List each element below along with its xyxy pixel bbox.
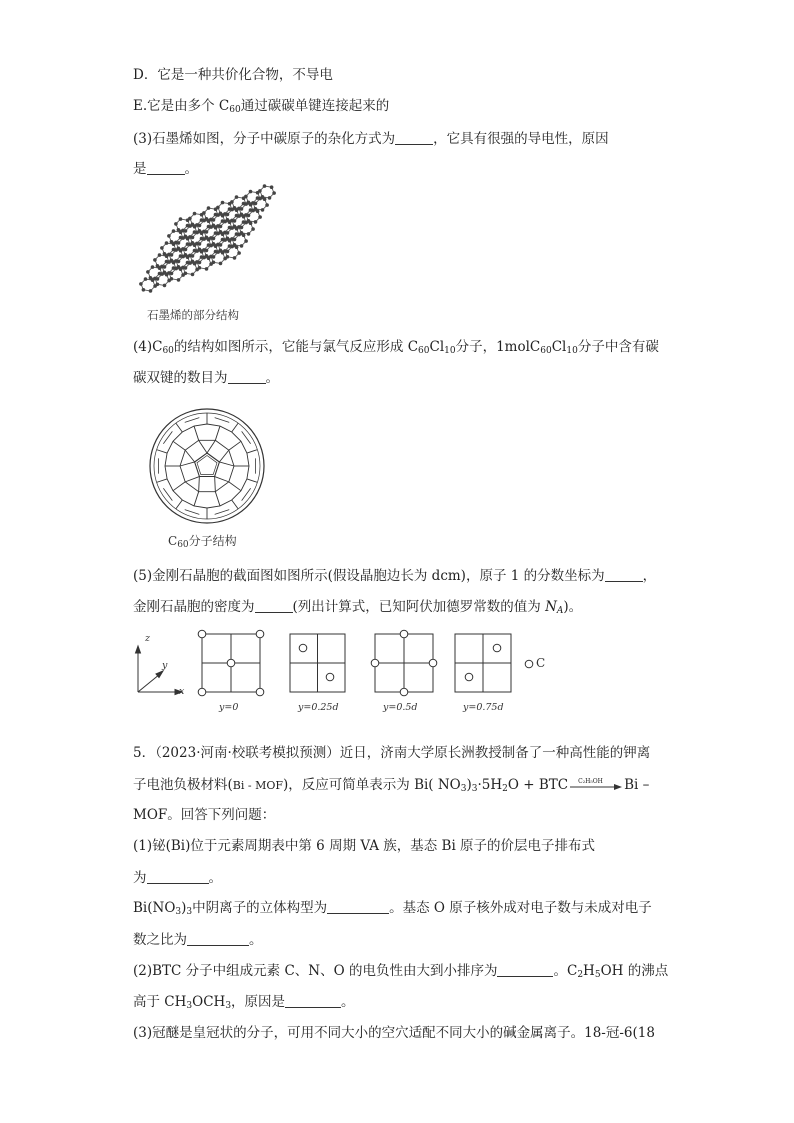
answer-blank[interactable] bbox=[285, 994, 341, 1008]
question-5-intro-end: MOF。回答下列问题： bbox=[133, 807, 276, 823]
part-1-line-2: 为 。 bbox=[133, 870, 222, 886]
answer-blank[interactable] bbox=[187, 932, 249, 946]
graphene-caption: 石墨烯的部分结构 bbox=[147, 308, 239, 322]
part-2-line-1: (2)BTC 分子中组成元素 C、N、O 的电负性由大到小排序为 。$C_2H_5OH$ 的沸点 bbox=[133, 963, 669, 980]
reaction-arrow: C₂H₅OH bbox=[568, 779, 624, 793]
option-e: E.它是由多个 $C_{60}$通过碳碳单键连接起来的 bbox=[133, 98, 390, 115]
axis-y-label: y bbox=[162, 660, 168, 671]
question-5-line-1: (5)金刚石晶胞的截面图如图所示(假设晶胞边长为 dcm)，原子 1 的分数坐标为 ， bbox=[133, 568, 657, 584]
answer-blank[interactable] bbox=[497, 963, 553, 977]
part-2-line-2: 高于 $CH_3OCH_3$，原因是 。 bbox=[133, 994, 355, 1011]
section-y05 bbox=[371, 630, 437, 696]
answer-blank[interactable] bbox=[605, 568, 643, 582]
question-4-line-1: $(4)C_{60}$的结构如图所示，它能与氯气反应形成 $C_{60}Cl_{10}$分子，$1molC_{60}Cl_{10}$分子中含有碳 bbox=[133, 339, 659, 356]
question-4-line-2: 碳双键的数目为 。 bbox=[133, 370, 279, 386]
answer-blank[interactable] bbox=[228, 370, 266, 384]
option-d: D．它是一种共价化合物，不导电 bbox=[133, 67, 333, 83]
section-y0 bbox=[198, 630, 264, 696]
part-1-line-3: $Bi(NO_3)_3$中阴离子的立体构型为 。基态 O 原子核外成对电子数与未成对电子 bbox=[133, 900, 652, 917]
part-3-line-1: (3)冠醚是皇冠状的分子，可用不同大小的空穴适配不同大小的碱金属离子。18-冠-6(18 bbox=[133, 1025, 655, 1041]
c60-structure-figure bbox=[140, 407, 275, 525]
section-label: y=0.5d bbox=[383, 702, 418, 713]
diamond-cell-sections-figure bbox=[130, 630, 550, 710]
axis-x-label: x bbox=[179, 686, 185, 697]
c60-caption: $C_{60}$分子结构 bbox=[168, 534, 237, 550]
part-1-line-4: 数之比为 。 bbox=[133, 932, 263, 948]
question-5-line-2: 金刚石晶胞的密度为 (列出计算式，已知阿伏加德罗常数的值为 $N_A$)。 bbox=[133, 599, 583, 616]
answer-blank[interactable] bbox=[147, 161, 185, 175]
answer-blank[interactable] bbox=[395, 131, 433, 145]
section-label: y=0.25d bbox=[298, 702, 339, 713]
section-label: y=0.75d bbox=[463, 702, 504, 713]
legend-carbon-icon bbox=[525, 660, 533, 668]
question-3-line-1: (3)石墨烯如图，分子中碳原子的杂化方式为 ，它具有很强的导电性，原因 bbox=[133, 131, 609, 147]
part-1-line-1: (1)铋(Bi)位于元素周期表中第 6 周期 VA 族，基态 Bi 原子的价层电子排布式 bbox=[133, 838, 596, 854]
answer-blank[interactable] bbox=[147, 870, 209, 884]
graphene-structure-figure bbox=[130, 193, 265, 305]
question-3-line-2: 是 。 bbox=[133, 161, 198, 177]
axes-icon bbox=[136, 646, 183, 695]
section-y075 bbox=[455, 634, 511, 692]
answer-blank[interactable] bbox=[327, 900, 389, 914]
legend-label: C bbox=[536, 656, 546, 670]
axis-z-label: z bbox=[145, 633, 151, 644]
question-5-reaction: 子电池负极材料(Bi - MOF)，反应可简单表示为 Bi( $NO_3)_3\cdot 5H_2O$ + BTC C₂H₅OH Bi – bbox=[133, 777, 650, 794]
answer-blank[interactable] bbox=[255, 599, 293, 613]
question-5-heading: 5．（2023·河南·校联考模拟预测）近日，济南大学原长洲教授制备了一种高性能的钾离 bbox=[133, 745, 651, 761]
section-y025 bbox=[290, 634, 345, 692]
section-label: y=0 bbox=[219, 702, 239, 713]
